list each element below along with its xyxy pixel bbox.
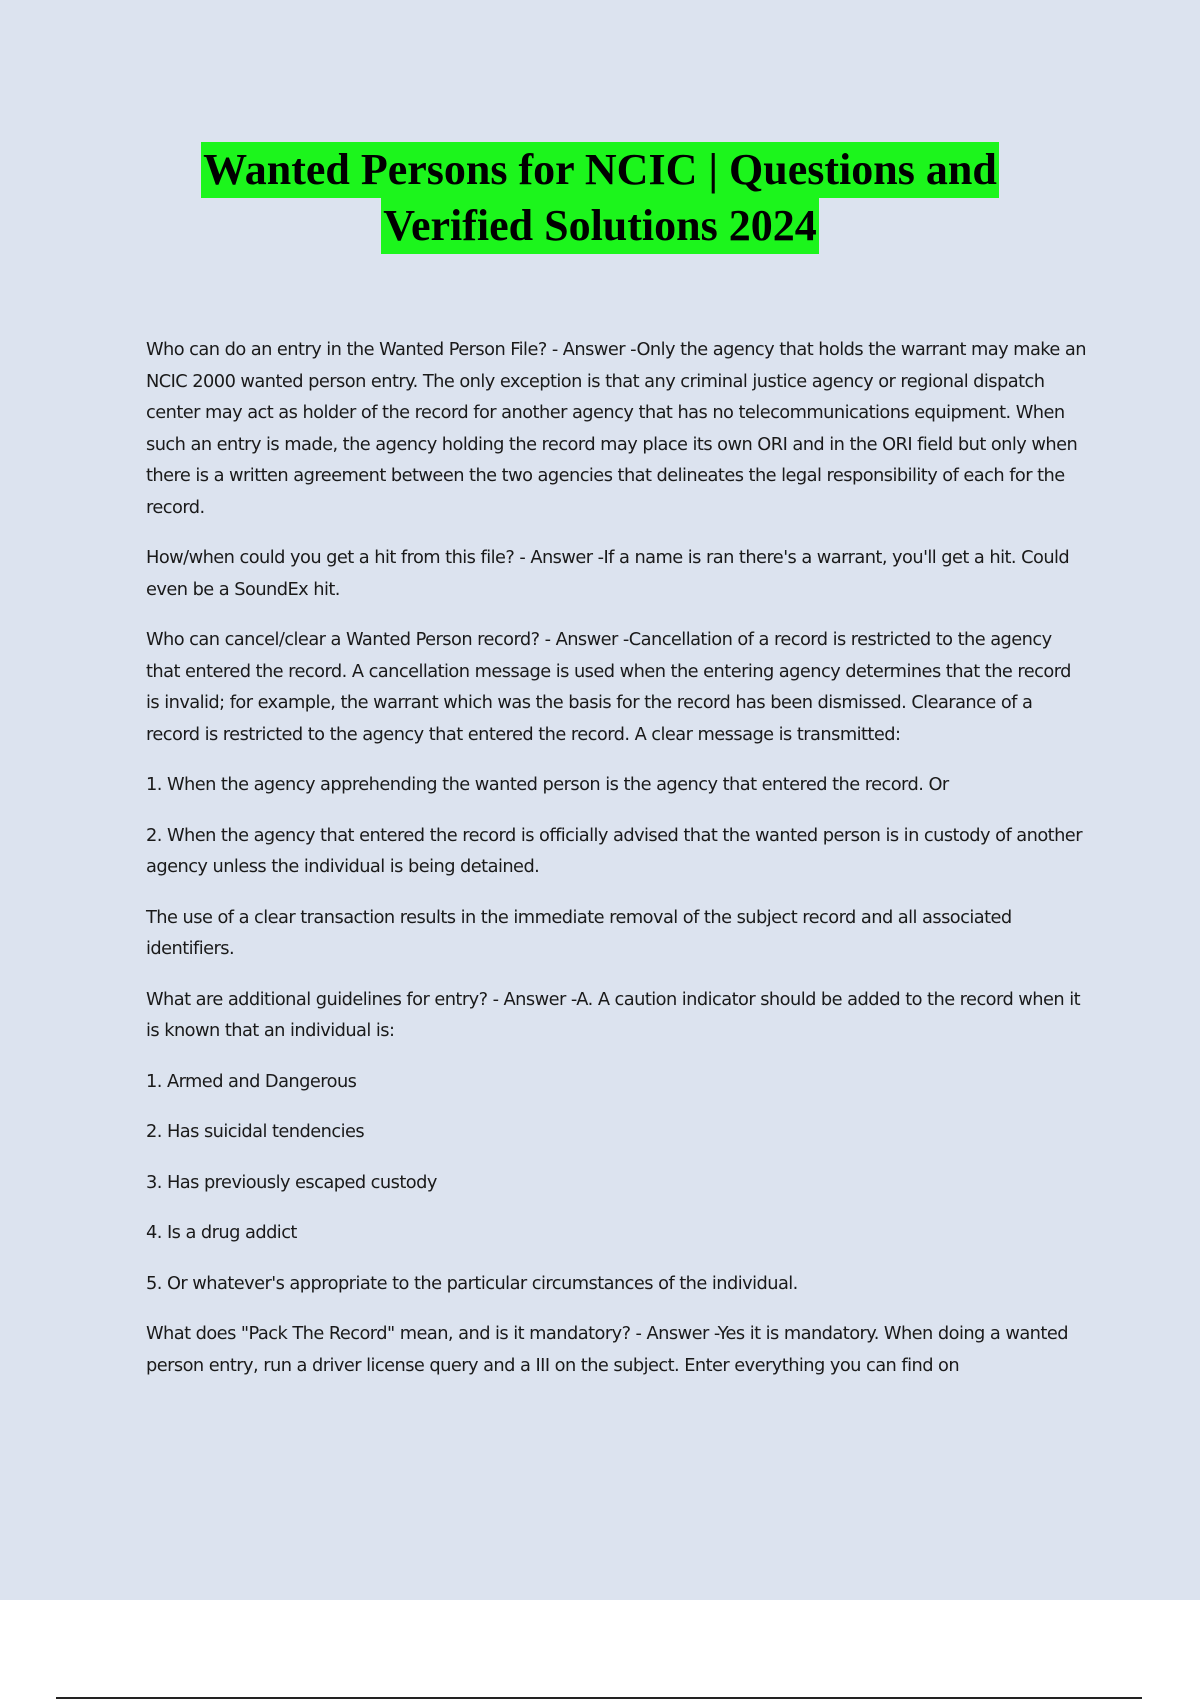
paragraph-cancel-clear-question: Who can cancel/clear a Wanted Person record? - Answer -Cancellation of a record is restricted to the agency that entered the record. A cancellation message is used when the entering agency determines that the record is invalid; for example, the warrant which was the basis for the record has been dismissed. Clearance of a record is restricted to the agency that entered the record. A clear message is transmitted:: [146, 629, 1071, 745]
footer-divider: [56, 1697, 1142, 1699]
list-item-caution-1: 1. Armed and Dangerous: [146, 1070, 357, 1092]
title-line-1: Wanted Persons for NCIC | Questions and: [201, 142, 999, 198]
list-item-caution-4: 4. Is a drug addict: [146, 1222, 297, 1243]
list-item-clear-condition-2: 2. When the agency that entered the record is officially advised that the wanted person is in custody of another agency unless the individual is being detained.: [146, 824, 1082, 877]
list-item-caution-5: 5. Or whatever's appropriate to the particular circumstances of the individual.: [146, 1272, 798, 1294]
list-item-clear-condition-1: 1. When the agency apprehending the wanted person is the agency that entered the record. Or: [146, 774, 949, 795]
paragraph-entry-question: Who can do an entry in the Wanted Person File? - Answer -Only the agency that holds the warrant may make an NCIC 2000 wanted person entry. The only exception is that any criminal justice agency or regional dispatch center may act as holder of the record for another agency that has no telecommunications equipment. When such an entry is made, the agency holding the record may place its own ORI and in the ORI field but only when there is a written agreement between the two agencies that delineates the legal responsibility of each for the record.: [146, 339, 1086, 518]
paragraph-clear-transaction: The use of a clear transaction results in the immediate removal of the subject record and all associated identifiers.: [146, 906, 1012, 959]
paragraph-pack-record-question: What does "Pack The Record" mean, and is it mandatory? - Answer -Yes it is mandatory. When doing a wanted person entry, run a driver license query and a III on the subject. Enter everything you can find on: [146, 1323, 1068, 1376]
document-body: [146, 334, 1086, 1400]
list-item-caution-2: 2. Has suicidal tendencies: [146, 1121, 365, 1142]
title-line-2: Verified Solutions 2024: [381, 198, 819, 254]
paragraph-guidelines-question: What are additional guidelines for entry? - Answer -A. A caution indicator should be added to the record when it is known that an individual is:: [146, 988, 1081, 1041]
document-title: [0, 142, 1200, 254]
paragraph-hit-question: How/when could you get a hit from this file? - Answer -If a name is ran there's a warrant, you'll get a hit. Could even be a SoundEx hit.: [146, 547, 1070, 600]
list-item-caution-3: 3. Has previously escaped custody: [146, 1171, 437, 1193]
